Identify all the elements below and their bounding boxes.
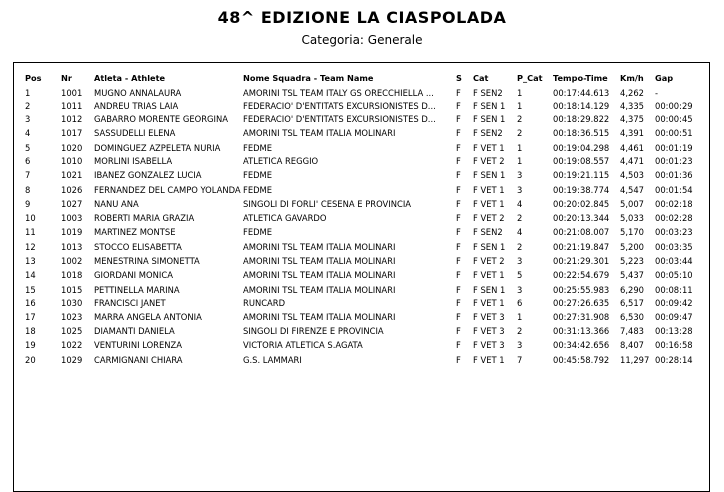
cell-nr: 1030 <box>61 298 83 308</box>
cell-athlete: CARMIGNANI CHIARA <box>94 355 183 365</box>
cell-time: 00:21:29.301 <box>553 256 610 266</box>
cell-nr: 1017 <box>61 128 83 138</box>
cell-time: 00:45:58.792 <box>553 355 610 365</box>
cell-gap: 00:00:51 <box>655 128 693 138</box>
cell-pos: 14 <box>25 270 36 280</box>
cell-time: 00:19:04.298 <box>553 143 610 153</box>
cell-cat: F SEN 1 <box>473 114 506 124</box>
cell-kmh: 4,391 <box>620 128 644 138</box>
cell-pos: 2 <box>25 101 31 111</box>
cell-team: RUNCARD <box>243 298 286 308</box>
cell-nr: 1018 <box>61 270 83 280</box>
cell-athlete: ROBERTI MARIA GRAZIA <box>94 213 195 223</box>
cell-time: 00:25:55.983 <box>553 285 610 295</box>
cell-pcat: 3 <box>517 256 523 266</box>
cell-gap: 00:00:29 <box>655 101 693 111</box>
cell-pos: 12 <box>25 242 36 252</box>
cell-sex: F <box>456 101 461 111</box>
col-cat: Cat <box>473 73 489 83</box>
col-gap: Gap <box>655 73 674 83</box>
cell-cat: F VET 1 <box>473 199 505 209</box>
cell-athlete: MUGNO ANNALAURA <box>94 88 182 98</box>
cell-pos: 11 <box>25 227 36 237</box>
table-row <box>0 325 724 338</box>
cell-pcat: 1 <box>517 312 523 322</box>
cell-pcat: 1 <box>517 143 523 153</box>
cell-team: AMORINI TSL TEAM ITALIA MOLINARI <box>243 242 396 252</box>
cell-time: 00:18:29.822 <box>553 114 610 124</box>
cell-athlete: MARTINEZ MONTSE <box>94 227 176 237</box>
cell-time: 00:19:08.557 <box>553 156 610 166</box>
cell-team: AMORINI TSL TEAM ITALIA MOLINARI <box>243 256 396 266</box>
col-time: Tempo-Time <box>553 73 608 83</box>
cell-cat: F VET 3 <box>473 340 505 350</box>
cell-cat: F SEN 1 <box>473 285 506 295</box>
cell-nr: 1011 <box>61 101 83 111</box>
cell-pcat: 3 <box>517 185 523 195</box>
table-row <box>0 212 724 225</box>
cell-sex: F <box>456 185 461 195</box>
cell-nr: 1002 <box>61 256 83 266</box>
cell-pcat: 5 <box>517 270 523 280</box>
cell-sex: F <box>456 143 461 153</box>
cell-pos: 6 <box>25 156 31 166</box>
table-row <box>0 155 724 168</box>
cell-athlete: ANDREU TRIAS LAIA <box>94 101 179 111</box>
cell-cat: F VET 2 <box>473 156 505 166</box>
cell-kmh: 5,437 <box>620 270 644 280</box>
cell-sex: F <box>456 199 461 209</box>
cell-sex: F <box>456 270 461 280</box>
cell-time: 00:31:13.366 <box>553 326 610 336</box>
cell-team: AMORINI TSL TEAM ITALIA MOLINARI <box>243 285 396 295</box>
cell-nr: 1019 <box>61 227 83 237</box>
cell-pcat: 2 <box>517 213 523 223</box>
cell-pcat: 2 <box>517 326 523 336</box>
cell-gap: 00:02:18 <box>655 199 693 209</box>
cell-pcat: 4 <box>517 199 523 209</box>
cell-cat: F VET 1 <box>473 270 505 280</box>
cell-team: FEDME <box>243 185 273 195</box>
cell-time: 00:17:44.613 <box>553 88 610 98</box>
cell-nr: 1013 <box>61 242 83 252</box>
cell-gap: 00:01:23 <box>655 156 693 166</box>
cell-cat: F VET 3 <box>473 312 505 322</box>
cell-gap: 00:09:47 <box>655 312 693 322</box>
cell-pos: 5 <box>25 143 31 153</box>
table-row <box>0 284 724 297</box>
cell-nr: 1001 <box>61 88 83 98</box>
cell-pcat: 1 <box>517 101 523 111</box>
cell-kmh: 7,483 <box>620 326 644 336</box>
cell-kmh: 4,262 <box>620 88 644 98</box>
cell-cat: F SEN2 <box>473 88 503 98</box>
cell-kmh: 6,517 <box>620 298 644 308</box>
category-subtitle: Categoria: Generale <box>301 33 423 47</box>
cell-pos: 13 <box>25 256 36 266</box>
cell-gap: 00:00:45 <box>655 114 693 124</box>
cell-cat: F VET 1 <box>473 185 505 195</box>
cell-gap: 00:01:19 <box>655 143 693 153</box>
cell-pcat: 3 <box>517 340 523 350</box>
cell-time: 00:21:19.847 <box>553 242 610 252</box>
col-nr: Nr <box>61 73 72 83</box>
cell-pos: 19 <box>25 340 36 350</box>
page-title: 48^ EDIZIONE LA CIASPOLADA <box>217 8 507 27</box>
col-athlete: Atleta - Athlete <box>94 73 166 83</box>
cell-pos: 3 <box>25 114 31 124</box>
cell-team: FEDME <box>243 170 273 180</box>
cell-time: 00:18:14.129 <box>553 101 610 111</box>
cell-athlete: FERNANDEZ DEL CAMPO YOLANDA <box>94 185 241 195</box>
cell-cat: F SEN2 <box>473 128 503 138</box>
cell-kmh: 4,461 <box>620 143 644 153</box>
cell-athlete: IBANEZ GONZALEZ LUCIA <box>94 170 202 180</box>
cell-gap: 00:01:54 <box>655 185 693 195</box>
cell-team: AMORINI TSL TEAM ITALY GS ORECCHIELLA ... <box>243 88 434 98</box>
cell-athlete: PETTINELLA MARINA <box>94 285 180 295</box>
table-row <box>0 198 724 211</box>
table-row <box>0 354 724 367</box>
col-team: Nome Squadra - Team Name <box>243 73 374 83</box>
cell-pos: 18 <box>25 326 36 336</box>
cell-pos: 9 <box>25 199 31 209</box>
cell-gap: 00:08:11 <box>655 285 693 295</box>
cell-gap: 00:01:36 <box>655 170 693 180</box>
cell-team: SINGOLI DI FORLI' CESENA E PROVINCIA <box>243 199 412 209</box>
cell-kmh: 6,290 <box>620 285 644 295</box>
table-row <box>0 100 724 113</box>
cell-pcat: 2 <box>517 114 523 124</box>
cell-pcat: 4 <box>517 227 523 237</box>
cell-gap: 00:02:28 <box>655 213 693 223</box>
cell-pcat: 3 <box>517 285 523 295</box>
table-row <box>0 255 724 268</box>
cell-athlete: GABARRO MORENTE GEORGINA <box>94 114 228 124</box>
cell-pcat: 1 <box>517 156 523 166</box>
cell-pcat: 6 <box>517 298 523 308</box>
cell-gap: 00:03:44 <box>655 256 693 266</box>
cell-gap: 00:09:42 <box>655 298 693 308</box>
col-pos: Pos <box>25 73 42 83</box>
cell-gap: 00:13:28 <box>655 326 693 336</box>
cell-nr: 1015 <box>61 285 83 295</box>
cell-team: FEDERACIO' D'ENTITATS EXCURSIONISTES D... <box>243 101 436 111</box>
cell-athlete: MARRA ANGELA ANTONIA <box>94 312 202 322</box>
cell-nr: 1023 <box>61 312 83 322</box>
cell-time: 00:20:02.845 <box>553 199 610 209</box>
table-row <box>0 297 724 310</box>
cell-nr: 1025 <box>61 326 83 336</box>
cell-cat: F VET 3 <box>473 326 505 336</box>
cell-sex: F <box>456 355 461 365</box>
cell-sex: F <box>456 298 461 308</box>
cell-athlete: DIAMANTI DANIELA <box>94 326 175 336</box>
cell-cat: F SEN2 <box>473 227 503 237</box>
cell-athlete: STOCCO ELISABETTA <box>94 242 182 252</box>
cell-pos: 1 <box>25 88 31 98</box>
cell-gap: 00:16:58 <box>655 340 693 350</box>
cell-pos: 17 <box>25 312 36 322</box>
cell-pos: 15 <box>25 285 36 295</box>
cell-gap: 00:05:10 <box>655 270 693 280</box>
cell-athlete: DOMINGUEZ AZPELETA NURIA <box>94 143 221 153</box>
cell-kmh: 4,547 <box>620 185 644 195</box>
cell-sex: F <box>456 256 461 266</box>
table-row <box>0 169 724 182</box>
cell-nr: 1027 <box>61 199 83 209</box>
cell-athlete: MORLINI ISABELLA <box>94 156 173 166</box>
col-kmh: Km/h <box>620 73 644 83</box>
cell-sex: F <box>456 242 461 252</box>
table-row <box>0 226 724 239</box>
cell-team: FEDME <box>243 227 273 237</box>
cell-athlete: MENESTRINA SIMONETTA <box>94 256 200 266</box>
table-header <box>0 72 724 85</box>
table-row <box>0 87 724 100</box>
cell-kmh: 4,471 <box>620 156 644 166</box>
cell-team: AMORINI TSL TEAM ITALIA MOLINARI <box>243 270 396 280</box>
cell-team: G.S. LAMMARI <box>243 355 302 365</box>
cell-sex: F <box>456 114 461 124</box>
cell-kmh: 8,407 <box>620 340 644 350</box>
cell-nr: 1026 <box>61 185 83 195</box>
cell-cat: F VET 1 <box>473 298 505 308</box>
cell-time: 00:27:31.908 <box>553 312 610 322</box>
table-row <box>0 127 724 140</box>
cell-pcat: 2 <box>517 242 523 252</box>
cell-gap: - <box>655 88 659 98</box>
cell-time: 00:19:38.774 <box>553 185 610 195</box>
cell-nr: 1010 <box>61 156 83 166</box>
col-pcat: P_Cat <box>517 73 543 83</box>
cell-nr: 1021 <box>61 170 83 180</box>
cell-sex: F <box>456 285 461 295</box>
table-row <box>0 339 724 352</box>
table-row <box>0 113 724 126</box>
cell-sex: F <box>456 312 461 322</box>
cell-cat: F SEN 1 <box>473 170 506 180</box>
cell-pcat: 1 <box>517 88 523 98</box>
cell-pos: 20 <box>25 355 36 365</box>
cell-team: ATLETICA GAVARDO <box>243 213 327 223</box>
cell-cat: F VET 2 <box>473 256 505 266</box>
cell-time: 00:27:26.635 <box>553 298 610 308</box>
cell-kmh: 6,530 <box>620 312 644 322</box>
cell-kmh: 11,297 <box>620 355 650 365</box>
cell-sex: F <box>456 170 461 180</box>
cell-pcat: 2 <box>517 128 523 138</box>
cell-kmh: 4,335 <box>620 101 644 111</box>
cell-pos: 7 <box>25 170 31 180</box>
cell-team: AMORINI TSL TEAM ITALIA MOLINARI <box>243 312 396 322</box>
cell-gap: 00:03:35 <box>655 242 693 252</box>
table-row <box>0 311 724 324</box>
table-row <box>0 269 724 282</box>
cell-time: 00:21:08.007 <box>553 227 610 237</box>
cell-nr: 1012 <box>61 114 83 124</box>
cell-nr: 1022 <box>61 340 83 350</box>
cell-pos: 16 <box>25 298 36 308</box>
cell-pcat: 3 <box>517 170 523 180</box>
cell-team: ATLETICA REGGIO <box>243 156 319 166</box>
cell-gap: 00:28:14 <box>655 355 693 365</box>
cell-cat: F VET 1 <box>473 143 505 153</box>
cell-team: FEDME <box>243 143 273 153</box>
table-row <box>0 184 724 197</box>
cell-pos: 10 <box>25 213 36 223</box>
cell-time: 00:18:36.515 <box>553 128 610 138</box>
cell-pcat: 7 <box>517 355 523 365</box>
cell-cat: F SEN 1 <box>473 242 506 252</box>
cell-athlete: FRANCISCI JANET <box>94 298 166 308</box>
cell-nr: 1029 <box>61 355 83 365</box>
cell-athlete: NANU ANA <box>94 199 139 209</box>
cell-nr: 1020 <box>61 143 83 153</box>
cell-nr: 1003 <box>61 213 83 223</box>
cell-sex: F <box>456 213 461 223</box>
cell-athlete: VENTURINI LORENZA <box>94 340 183 350</box>
cell-kmh: 4,375 <box>620 114 644 124</box>
cell-sex: F <box>456 227 461 237</box>
table-row <box>0 142 724 155</box>
cell-time: 00:34:42.656 <box>553 340 610 350</box>
cell-gap: 00:03:23 <box>655 227 693 237</box>
cell-time: 00:20:13.344 <box>553 213 610 223</box>
cell-cat: F SEN 1 <box>473 101 506 111</box>
cell-sex: F <box>456 340 461 350</box>
cell-team: VICTORIA ATLETICA S.AGATA <box>243 340 363 350</box>
cell-kmh: 5,007 <box>620 199 644 209</box>
cell-pos: 8 <box>25 185 31 195</box>
cell-cat: F VET 2 <box>473 213 505 223</box>
cell-sex: F <box>456 128 461 138</box>
cell-pos: 4 <box>25 128 31 138</box>
table-row <box>0 241 724 254</box>
cell-time: 00:22:54.679 <box>553 270 610 280</box>
cell-time: 00:19:21.115 <box>553 170 610 180</box>
cell-team: FEDERACIO' D'ENTITATS EXCURSIONISTES D... <box>243 114 436 124</box>
cell-sex: F <box>456 88 461 98</box>
cell-sex: F <box>456 156 461 166</box>
cell-kmh: 4,503 <box>620 170 644 180</box>
cell-kmh: 5,170 <box>620 227 644 237</box>
cell-team: SINGOLI DI FIRENZE E PROVINCIA <box>243 326 384 336</box>
cell-cat: F VET 1 <box>473 355 505 365</box>
cell-kmh: 5,200 <box>620 242 644 252</box>
cell-athlete: GIORDANI MONICA <box>94 270 173 280</box>
col-sex: S <box>456 73 462 83</box>
cell-kmh: 5,033 <box>620 213 644 223</box>
cell-team: AMORINI TSL TEAM ITALIA MOLINARI <box>243 128 396 138</box>
cell-athlete: SASSUDELLI ELENA <box>94 128 176 138</box>
cell-kmh: 5,223 <box>620 256 644 266</box>
cell-sex: F <box>456 326 461 336</box>
